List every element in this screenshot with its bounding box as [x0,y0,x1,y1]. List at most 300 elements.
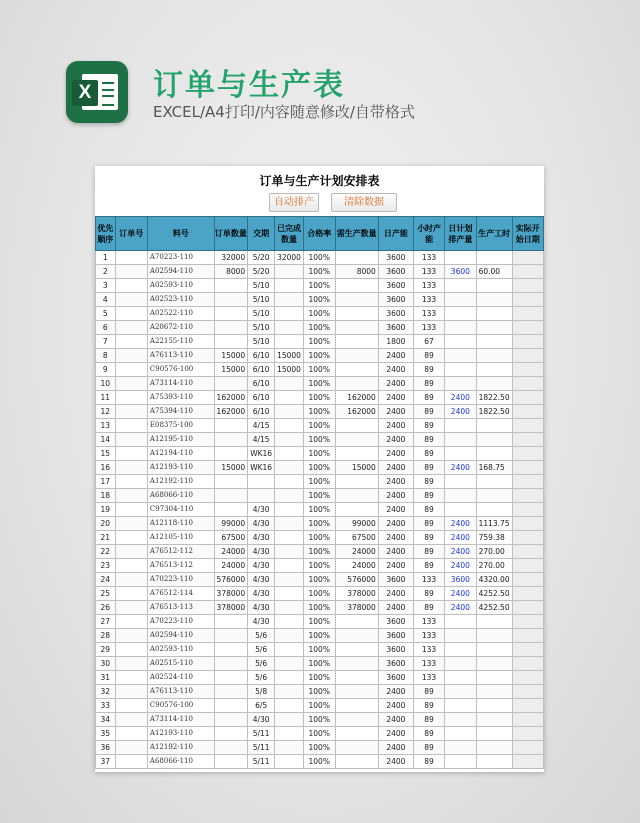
cell-part[interactable]: A68066-110 [147,755,214,769]
cell-daily[interactable]: 3600 [378,293,413,307]
cell-start[interactable] [512,405,543,419]
column-header[interactable]: 订单数量 [214,217,248,251]
cell-daily[interactable]: 2400 [378,489,413,503]
cell-hour[interactable]: 89 [414,685,445,699]
cell-req[interactable] [335,741,378,755]
cell-req[interactable] [335,643,378,657]
cell-start[interactable] [512,727,543,741]
cell-hours[interactable] [476,419,512,433]
cell-plan[interactable] [445,755,476,769]
cell-done[interactable] [275,335,304,349]
cell-start[interactable] [512,475,543,489]
auto-schedule-button[interactable]: 自动排产 [269,193,319,212]
cell-plan[interactable] [445,643,476,657]
cell-qty[interactable] [214,699,248,713]
cell-qty[interactable] [214,377,248,391]
cell-seq[interactable]: 9 [96,363,116,377]
cell-done[interactable]: 15000 [275,349,304,363]
cell-part[interactable]: C97304-110 [147,503,214,517]
cell-start[interactable] [512,643,543,657]
cell-daily[interactable]: 2400 [378,391,413,405]
cell-start[interactable] [512,657,543,671]
cell-start[interactable] [512,447,543,461]
cell-plan[interactable] [445,685,476,699]
cell-rate[interactable]: 100% [303,321,335,335]
cell-plan[interactable] [445,335,476,349]
cell-start[interactable] [512,377,543,391]
cell-rate[interactable]: 100% [303,391,335,405]
cell-order[interactable] [115,251,147,265]
cell-req[interactable] [335,349,378,363]
cell-rate[interactable]: 100% [303,405,335,419]
cell-hour[interactable]: 89 [414,503,445,517]
cell-hour[interactable]: 89 [414,405,445,419]
cell-req[interactable] [335,419,378,433]
cell-rate[interactable]: 100% [303,335,335,349]
cell-rate[interactable]: 100% [303,559,335,573]
cell-hour[interactable]: 133 [414,657,445,671]
cell-done[interactable] [275,685,304,699]
cell-hour[interactable]: 133 [414,629,445,643]
cell-req[interactable]: 162000 [335,391,378,405]
cell-hour[interactable]: 133 [414,279,445,293]
cell-part[interactable]: A75394-110 [147,405,214,419]
cell-hour[interactable]: 89 [414,727,445,741]
cell-req[interactable] [335,685,378,699]
cell-hours[interactable]: 270.00 [476,545,512,559]
cell-qty[interactable] [214,279,248,293]
cell-daily[interactable]: 3600 [378,307,413,321]
cell-done[interactable] [275,601,304,615]
cell-seq[interactable]: 6 [96,321,116,335]
clear-data-button[interactable]: 清除数据 [331,193,397,212]
cell-part[interactable]: A76513-112 [147,559,214,573]
cell-qty[interactable]: 67500 [214,531,248,545]
cell-order[interactable] [115,559,147,573]
cell-order[interactable] [115,643,147,657]
cell-start[interactable] [512,489,543,503]
cell-done[interactable]: 32000 [275,251,304,265]
cell-qty[interactable] [214,727,248,741]
cell-hours[interactable] [476,727,512,741]
cell-hours[interactable]: 4252.50 [476,601,512,615]
cell-req[interactable]: 8000 [335,265,378,279]
cell-done[interactable] [275,727,304,741]
cell-seq[interactable]: 4 [96,293,116,307]
cell-plan[interactable] [445,671,476,685]
cell-part[interactable]: A76113-110 [147,685,214,699]
cell-part[interactable]: A70223-110 [147,251,214,265]
cell-req[interactable] [335,755,378,769]
cell-rate[interactable]: 100% [303,363,335,377]
cell-part[interactable]: A76113-110 [147,349,214,363]
cell-date[interactable] [248,489,275,503]
cell-req[interactable]: 24000 [335,559,378,573]
cell-req[interactable] [335,713,378,727]
cell-daily[interactable]: 2400 [378,363,413,377]
cell-date[interactable] [248,475,275,489]
cell-seq[interactable]: 8 [96,349,116,363]
cell-seq[interactable]: 31 [96,671,116,685]
cell-hour[interactable]: 89 [414,601,445,615]
cell-order[interactable] [115,531,147,545]
column-header[interactable]: 已完成数量 [275,217,304,251]
cell-daily[interactable]: 2400 [378,713,413,727]
cell-rate[interactable]: 100% [303,671,335,685]
cell-daily[interactable]: 2400 [378,405,413,419]
cell-part[interactable]: A02523-110 [147,293,214,307]
cell-hour[interactable]: 89 [414,587,445,601]
cell-req[interactable]: 378000 [335,587,378,601]
cell-rate[interactable]: 100% [303,755,335,769]
cell-done[interactable] [275,755,304,769]
cell-seq[interactable]: 3 [96,279,116,293]
cell-req[interactable]: 67500 [335,531,378,545]
cell-plan[interactable] [445,713,476,727]
cell-seq[interactable]: 12 [96,405,116,419]
cell-date[interactable]: 5/20 [248,265,275,279]
cell-order[interactable] [115,433,147,447]
column-header[interactable]: 日产能 [378,217,413,251]
cell-rate[interactable]: 100% [303,587,335,601]
column-header[interactable]: 交期 [248,217,275,251]
cell-order[interactable] [115,727,147,741]
cell-hour[interactable]: 89 [414,755,445,769]
cell-seq[interactable]: 10 [96,377,116,391]
cell-date[interactable]: 5/8 [248,685,275,699]
cell-start[interactable] [512,265,543,279]
cell-order[interactable] [115,321,147,335]
cell-hours[interactable]: 60.00 [476,265,512,279]
cell-date[interactable]: 5/11 [248,755,275,769]
cell-hour[interactable]: 89 [414,377,445,391]
cell-qty[interactable] [214,685,248,699]
cell-part[interactable]: E08375-100 [147,419,214,433]
cell-hours[interactable]: 270.00 [476,559,512,573]
cell-hours[interactable]: 1822.50 [476,391,512,405]
cell-part[interactable]: A02524-110 [147,671,214,685]
cell-done[interactable] [275,377,304,391]
cell-rate[interactable]: 100% [303,307,335,321]
cell-date[interactable]: 6/10 [248,391,275,405]
cell-done[interactable] [275,713,304,727]
cell-hour[interactable]: 133 [414,265,445,279]
cell-hour[interactable]: 89 [414,545,445,559]
cell-req[interactable]: 378000 [335,601,378,615]
cell-hours[interactable]: 168.75 [476,461,512,475]
cell-part[interactable]: A12192-110 [147,741,214,755]
cell-start[interactable] [512,503,543,517]
cell-qty[interactable]: 15000 [214,349,248,363]
column-header[interactable]: 小时产能 [414,217,445,251]
cell-req[interactable] [335,671,378,685]
cell-hours[interactable] [476,279,512,293]
cell-daily[interactable]: 2400 [378,503,413,517]
cell-done[interactable] [275,307,304,321]
cell-plan[interactable] [445,321,476,335]
cell-plan[interactable] [445,293,476,307]
cell-start[interactable] [512,279,543,293]
cell-plan[interactable] [445,433,476,447]
cell-qty[interactable]: 32000 [214,251,248,265]
cell-date[interactable]: 5/11 [248,741,275,755]
cell-order[interactable] [115,545,147,559]
cell-daily[interactable]: 2400 [378,433,413,447]
cell-part[interactable]: A20672-110 [147,321,214,335]
cell-done[interactable] [275,545,304,559]
cell-hour[interactable]: 133 [414,321,445,335]
cell-plan[interactable] [445,503,476,517]
cell-start[interactable] [512,363,543,377]
cell-qty[interactable] [214,657,248,671]
cell-start[interactable] [512,699,543,713]
cell-qty[interactable] [214,293,248,307]
cell-qty[interactable]: 15000 [214,363,248,377]
cell-daily[interactable]: 3600 [378,629,413,643]
cell-seq[interactable]: 17 [96,475,116,489]
cell-qty[interactable]: 378000 [214,601,248,615]
cell-date[interactable]: 4/30 [248,601,275,615]
cell-start[interactable] [512,545,543,559]
cell-req[interactable] [335,727,378,741]
cell-hours[interactable] [476,475,512,489]
cell-order[interactable] [115,377,147,391]
cell-done[interactable] [275,657,304,671]
cell-daily[interactable]: 2400 [378,741,413,755]
cell-rate[interactable]: 100% [303,629,335,643]
cell-plan[interactable]: 2400 [445,545,476,559]
cell-plan[interactable] [445,447,476,461]
cell-qty[interactable] [214,713,248,727]
cell-start[interactable] [512,251,543,265]
cell-start[interactable] [512,349,543,363]
cell-plan[interactable] [445,489,476,503]
cell-qty[interactable]: 24000 [214,559,248,573]
cell-order[interactable] [115,615,147,629]
cell-hours[interactable] [476,699,512,713]
cell-hours[interactable]: 1822.50 [476,405,512,419]
cell-seq[interactable]: 24 [96,573,116,587]
cell-rate[interactable]: 100% [303,349,335,363]
cell-part[interactable]: C90576-100 [147,699,214,713]
cell-rate[interactable]: 100% [303,461,335,475]
cell-qty[interactable] [214,671,248,685]
cell-part[interactable]: A02593-110 [147,279,214,293]
cell-seq[interactable]: 15 [96,447,116,461]
cell-done[interactable] [275,279,304,293]
cell-order[interactable] [115,503,147,517]
cell-date[interactable]: WK16 [248,461,275,475]
cell-qty[interactable] [214,335,248,349]
cell-start[interactable] [512,335,543,349]
cell-done[interactable] [275,573,304,587]
cell-date[interactable]: 4/30 [248,517,275,531]
cell-start[interactable] [512,587,543,601]
cell-done[interactable] [275,447,304,461]
cell-done[interactable] [275,293,304,307]
cell-qty[interactable]: 24000 [214,545,248,559]
cell-qty[interactable] [214,447,248,461]
cell-start[interactable] [512,573,543,587]
cell-rate[interactable]: 100% [303,531,335,545]
cell-start[interactable] [512,419,543,433]
cell-daily[interactable]: 2400 [378,349,413,363]
cell-date[interactable]: 6/10 [248,363,275,377]
cell-date[interactable]: 6/10 [248,349,275,363]
cell-rate[interactable]: 100% [303,517,335,531]
cell-daily[interactable]: 2400 [378,755,413,769]
cell-plan[interactable] [445,727,476,741]
cell-done[interactable] [275,615,304,629]
cell-rate[interactable]: 100% [303,727,335,741]
cell-start[interactable] [512,671,543,685]
cell-daily[interactable]: 2400 [378,419,413,433]
cell-plan[interactable] [445,377,476,391]
cell-req[interactable] [335,335,378,349]
cell-hours[interactable] [476,713,512,727]
cell-rate[interactable]: 100% [303,713,335,727]
cell-rate[interactable]: 100% [303,377,335,391]
cell-date[interactable]: 6/10 [248,377,275,391]
cell-hour[interactable]: 133 [414,615,445,629]
cell-plan[interactable] [445,615,476,629]
cell-done[interactable] [275,629,304,643]
cell-hours[interactable] [476,643,512,657]
cell-daily[interactable]: 2400 [378,461,413,475]
cell-part[interactable]: A12193-110 [147,461,214,475]
cell-daily[interactable]: 2400 [378,587,413,601]
cell-date[interactable]: 5/6 [248,671,275,685]
cell-plan[interactable] [445,279,476,293]
cell-rate[interactable]: 100% [303,447,335,461]
cell-part[interactable]: A73114-110 [147,713,214,727]
cell-hours[interactable] [476,363,512,377]
cell-qty[interactable] [214,419,248,433]
cell-date[interactable]: 4/30 [248,531,275,545]
cell-qty[interactable]: 99000 [214,517,248,531]
cell-order[interactable] [115,335,147,349]
cell-qty[interactable]: 162000 [214,391,248,405]
cell-req[interactable]: 15000 [335,461,378,475]
cell-part[interactable]: A12194-110 [147,447,214,461]
cell-seq[interactable]: 1 [96,251,116,265]
column-header[interactable]: 订单号 [115,217,147,251]
cell-qty[interactable] [214,629,248,643]
cell-order[interactable] [115,391,147,405]
cell-hour[interactable]: 89 [414,447,445,461]
cell-start[interactable] [512,517,543,531]
cell-done[interactable] [275,489,304,503]
cell-part[interactable]: A02594-110 [147,265,214,279]
cell-rate[interactable]: 100% [303,503,335,517]
cell-hour[interactable]: 89 [414,475,445,489]
column-header[interactable]: 合格率 [303,217,335,251]
cell-plan[interactable]: 2400 [445,461,476,475]
cell-order[interactable] [115,573,147,587]
cell-order[interactable] [115,713,147,727]
cell-req[interactable] [335,279,378,293]
cell-done[interactable] [275,741,304,755]
cell-hour[interactable]: 89 [414,489,445,503]
cell-plan[interactable]: 2400 [445,559,476,573]
cell-daily[interactable]: 2400 [378,517,413,531]
cell-hour[interactable]: 89 [414,741,445,755]
cell-start[interactable] [512,713,543,727]
cell-daily[interactable]: 3600 [378,321,413,335]
cell-seq[interactable]: 2 [96,265,116,279]
cell-start[interactable] [512,531,543,545]
cell-rate[interactable]: 100% [303,433,335,447]
cell-daily[interactable]: 3600 [378,251,413,265]
cell-req[interactable]: 99000 [335,517,378,531]
cell-plan[interactable]: 2400 [445,587,476,601]
cell-done[interactable] [275,587,304,601]
cell-req[interactable] [335,503,378,517]
cell-done[interactable] [275,321,304,335]
cell-qty[interactable] [214,741,248,755]
cell-hour[interactable]: 67 [414,335,445,349]
cell-rate[interactable]: 100% [303,657,335,671]
cell-start[interactable] [512,755,543,769]
cell-done[interactable] [275,475,304,489]
cell-seq[interactable]: 37 [96,755,116,769]
cell-done[interactable] [275,461,304,475]
cell-hours[interactable] [476,629,512,643]
cell-part[interactable]: A76512-114 [147,587,214,601]
cell-rate[interactable]: 100% [303,573,335,587]
cell-order[interactable] [115,587,147,601]
cell-order[interactable] [115,685,147,699]
cell-start[interactable] [512,741,543,755]
cell-date[interactable]: WK16 [248,447,275,461]
cell-start[interactable] [512,321,543,335]
cell-order[interactable] [115,349,147,363]
cell-part[interactable]: A68066-110 [147,489,214,503]
cell-seq[interactable]: 29 [96,643,116,657]
cell-done[interactable] [275,419,304,433]
cell-start[interactable] [512,293,543,307]
cell-hours[interactable] [476,307,512,321]
cell-part[interactable]: A02515-110 [147,657,214,671]
cell-hour[interactable]: 89 [414,713,445,727]
cell-hour[interactable]: 133 [414,573,445,587]
cell-seq[interactable]: 18 [96,489,116,503]
cell-part[interactable]: C90576-100 [147,363,214,377]
cell-part[interactable]: A12192-110 [147,475,214,489]
cell-date[interactable]: 5/6 [248,629,275,643]
cell-date[interactable]: 5/10 [248,335,275,349]
cell-req[interactable] [335,447,378,461]
column-header[interactable]: 优先顺序 [96,217,116,251]
cell-order[interactable] [115,489,147,503]
cell-order[interactable] [115,293,147,307]
cell-hours[interactable] [476,657,512,671]
cell-date[interactable]: 5/11 [248,727,275,741]
cell-part[interactable]: A12118-110 [147,517,214,531]
cell-qty[interactable]: 15000 [214,461,248,475]
cell-seq[interactable]: 19 [96,503,116,517]
column-header[interactable]: 实际开始日期 [512,217,543,251]
cell-order[interactable] [115,363,147,377]
cell-rate[interactable]: 100% [303,741,335,755]
cell-daily[interactable]: 3600 [378,671,413,685]
cell-daily[interactable]: 2400 [378,545,413,559]
cell-date[interactable]: 4/30 [248,559,275,573]
cell-order[interactable] [115,741,147,755]
cell-seq[interactable]: 14 [96,433,116,447]
cell-qty[interactable] [214,615,248,629]
cell-plan[interactable] [445,349,476,363]
